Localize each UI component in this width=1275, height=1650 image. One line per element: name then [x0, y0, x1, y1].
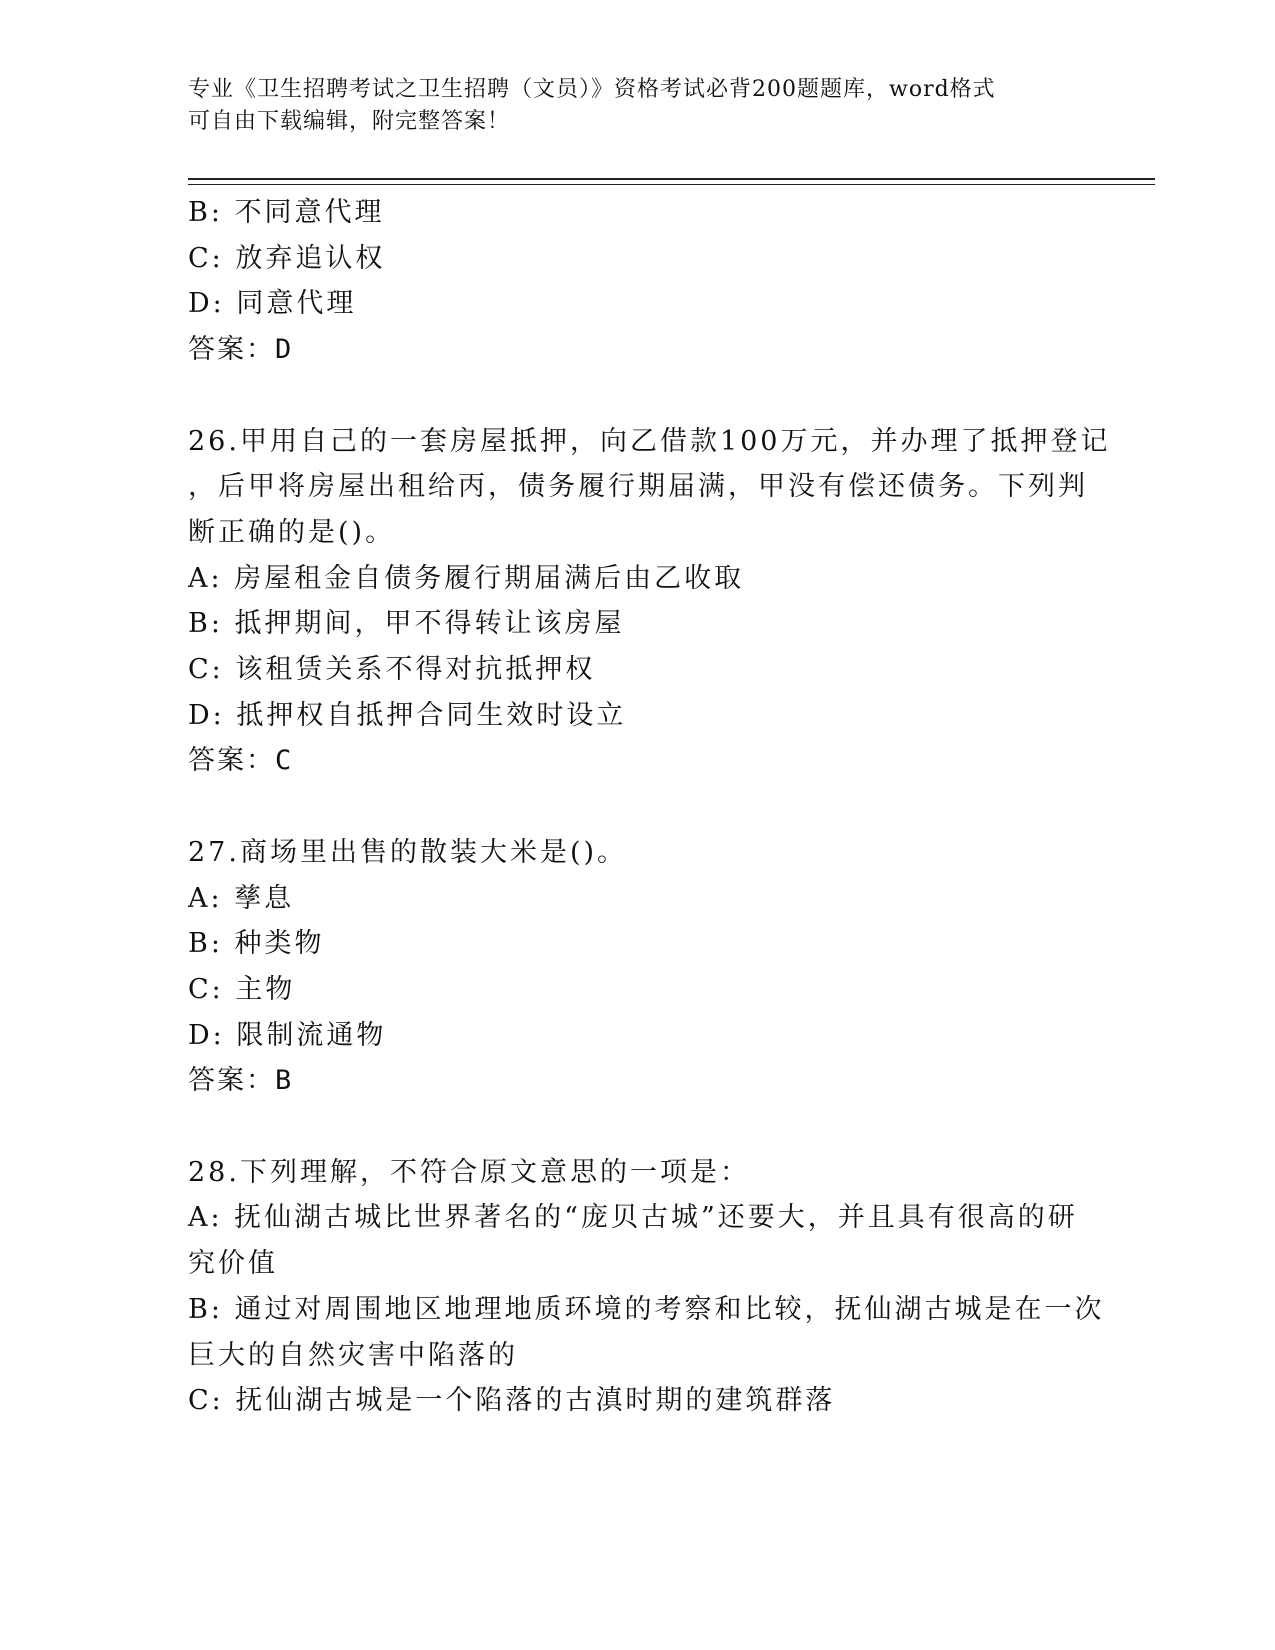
q26-stem-line-1: 26.甲用自己的一套房屋抵押，向乙借款100万元，并办理了抵押登记 — [188, 425, 1111, 457]
q27-option-a: A: 孳息 — [188, 882, 295, 914]
q27-option-c: C: 主物 — [188, 973, 296, 1005]
question-28-block — [188, 1150, 1105, 1424]
page-header — [188, 74, 1088, 138]
q26-option-b: B: 抵押期间，甲不得转让该房屋 — [188, 608, 625, 640]
spacer — [188, 1104, 1088, 1150]
q28-stem: 28.下列理解，不符合原文意思的一项是： — [188, 1156, 750, 1188]
q25-option-b: B: 不同意代理 — [188, 197, 385, 228]
q27-option-b: B: 种类物 — [188, 928, 325, 960]
q27-option-d: D: 限制流通物 — [188, 1019, 387, 1051]
header-title-line-2: 可自由下载编辑，附完整答案！ — [188, 109, 511, 134]
question-26-block — [188, 419, 1111, 785]
q25-option-c: C: 放弃追认权 — [188, 242, 386, 274]
q26-option-a: A: 房屋租金自债务履行期届满后由乙收取 — [188, 562, 745, 594]
spacer — [188, 373, 1088, 419]
document-body — [188, 190, 1111, 1424]
q28-option-a-line-1: A: 抚仙湖古城比世界著名的“庞贝古城”还要大，并且具有很高的研 — [188, 1202, 1078, 1234]
q26-option-d: D: 抵押权自抵押合同生效时设立 — [188, 699, 627, 731]
question-25-block — [188, 190, 1088, 373]
q26-option-c: C: 该租赁关系不得对抗抵押权 — [188, 654, 596, 686]
spacer — [188, 784, 1088, 830]
q26-stem-line-3: 断正确的是()。 — [188, 516, 396, 548]
q28-option-b-line-1: B: 通过对周围地区地理地质环境的考察和比较，抚仙湖古城是在一次 — [188, 1293, 1105, 1325]
q25-option-d: D: 同意代理 — [188, 288, 357, 320]
q26-stem-line-2: ，后甲将房屋出租给丙，债务履行期届满，甲没有偿还债务。下列判 — [188, 471, 1088, 503]
question-27-block — [188, 830, 1088, 1104]
q27-stem: 27.商场里出售的散装大米是()。 — [188, 836, 628, 868]
q28-option-c: C: 抚仙湖古城是一个陷落的古滇时期的建筑群落 — [188, 1385, 836, 1417]
q26-answer: 答案：C — [188, 745, 294, 777]
header-title-line-1: 专业《卫生招聘考试之卫生招聘（文员）》资格考试必背200题题库，word格式 — [188, 77, 996, 102]
header-divider-thick — [188, 178, 1155, 180]
q28-option-b-line-2: 巨大的自然灾害中陷落的 — [188, 1339, 518, 1371]
q25-answer: 答案：D — [188, 334, 294, 366]
q27-answer: 答案：B — [188, 1065, 294, 1097]
header-divider-thin — [188, 184, 1155, 185]
q28-option-a-line-2: 究价值 — [188, 1248, 278, 1280]
